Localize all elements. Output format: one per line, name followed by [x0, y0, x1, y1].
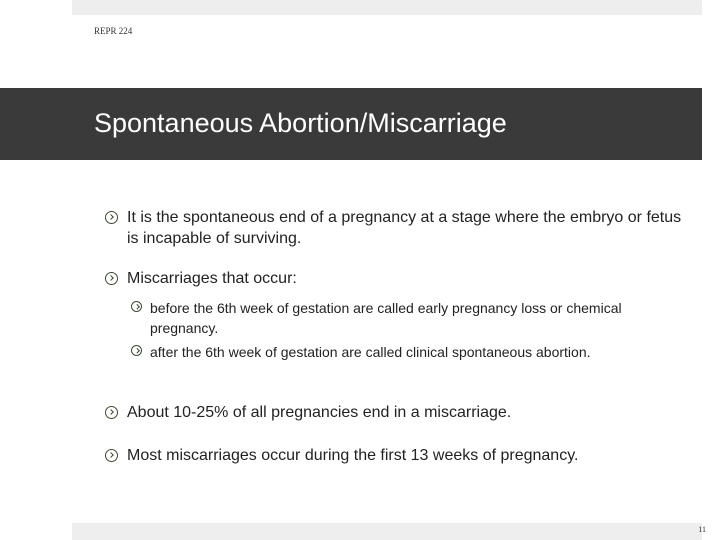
bullet-item: [105, 207, 695, 249]
target-bullet-icon: [105, 406, 118, 419]
top-accent-band: [72, 0, 702, 15]
sub-bullet-item: [131, 298, 691, 338]
target-bullet-icon: [105, 211, 118, 224]
page-number: 11: [698, 525, 706, 534]
bullet-text: It is the spontaneous end of a pregnancy at a stage where the embryo or fetus is incapable of surviving.: [127, 209, 682, 247]
bullet-text: Miscarriages that occur:: [127, 270, 297, 287]
bullet-item: [105, 402, 705, 423]
sub-bullet-text: after the 6th week of gestation are called clinical spontaneous abortion.: [150, 344, 591, 360]
target-bullet-icon: [105, 449, 118, 462]
bullet-text: About 10-25% of all pregnancies end in a miscarriage.: [127, 404, 512, 421]
course-code: REPR 224: [94, 26, 133, 36]
sub-bullet-text: before the 6th week of gestation are called early pregnancy loss or chemical pregnancy.: [150, 300, 622, 336]
bullet-item: [105, 445, 705, 466]
target-bullet-icon: [105, 272, 118, 285]
bullet-item: [105, 268, 695, 289]
bottom-accent-band: [72, 523, 702, 540]
sub-bullet-item: [131, 342, 691, 362]
slide-title: Spontaneous Abortion/Miscarriage: [94, 108, 507, 138]
target-bullet-icon: [131, 345, 142, 356]
target-bullet-icon: [131, 301, 142, 312]
bullet-text: Most miscarriages occur during the first 13 weeks of pregnancy.: [127, 447, 579, 464]
